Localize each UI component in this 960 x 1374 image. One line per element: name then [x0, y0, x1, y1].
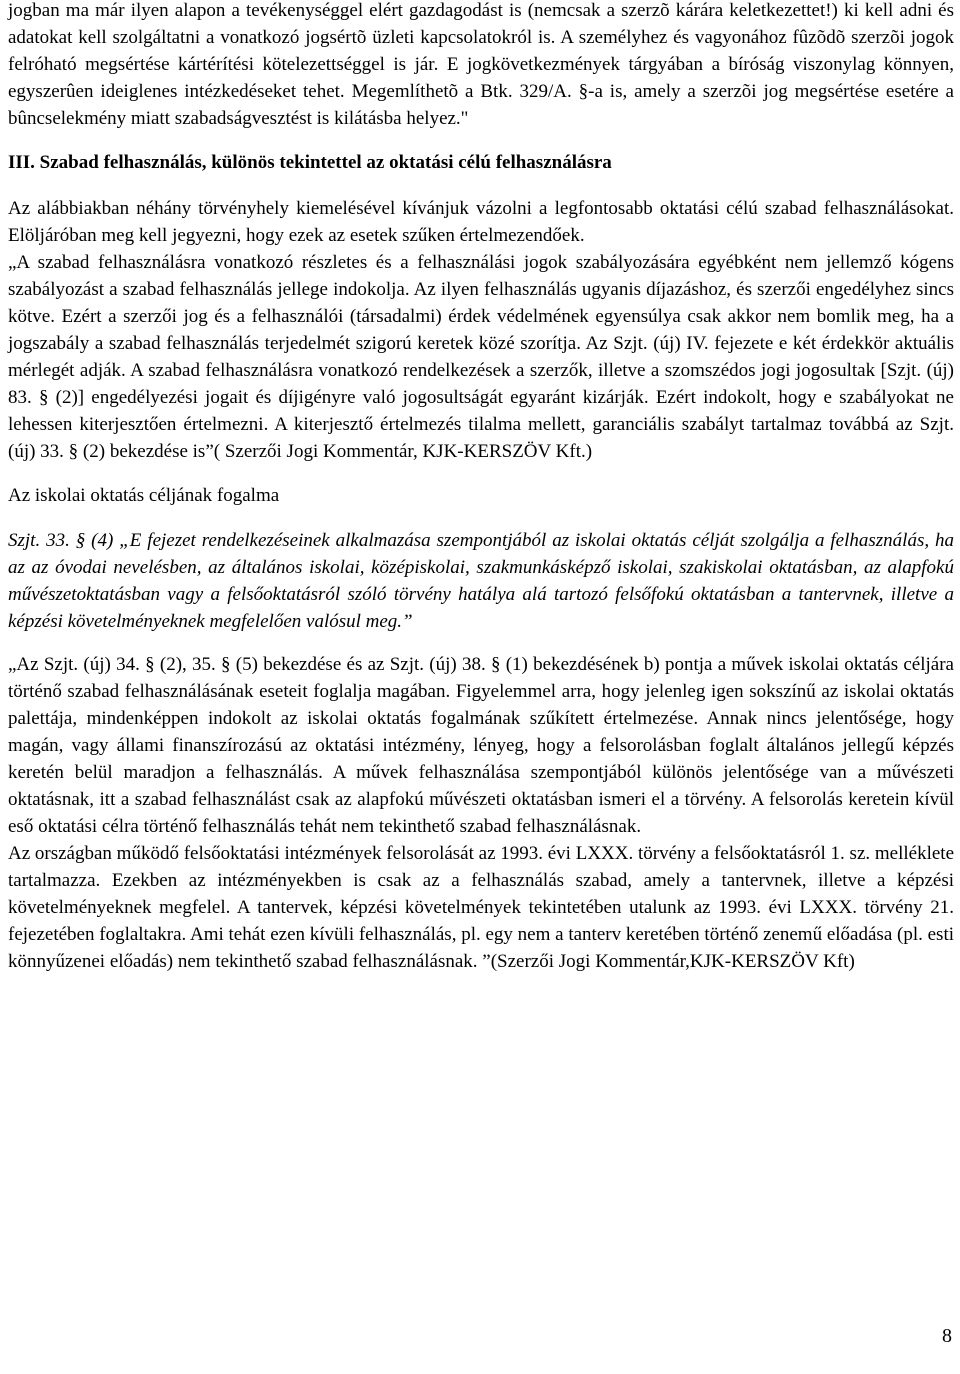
document-page — [8, 0, 954, 975]
paragraph-commentary-2: Az országban működő felsőoktatási intézmények felsorolását az 1993. évi LXXX. törvény a felsőoktatásról 1. sz. melléklete tartalmazza. Ezekben az intézményekben is csak az a felhasználás szabad, amely a tantervnek, illetve a képzési követelményeknek megfelel. A tantervek, képzési követelmények tekintetében utalunk az 1993. évi LXXX. törvény 21. fejezetében foglaltakra. Ami tehát ezen kívüli felhasználás, pl. egy nem a tanterv keretében történő zenemű előadása (pl. esti könnyűzenei előadás) nem tekinthető szabad felhasználásnak. ”(Szerzői Jogi Kommentár,KJK-KERSZÖV Kft) — [8, 843, 955, 972]
subheading: Az iskolai oktatás céljának fogalma — [8, 485, 280, 506]
paragraph-commentary-1: „Az Szjt. (új) 34. § (2), 35. § (5) bekezdése és az Szjt. (új) 38. § (1) bekezdésének b) pontja a művek iskolai oktatás céljára történő szabad felhasználásának eseteit foglalja magában. Figyelemmel arra, hogy jelenleg igen sokszínű az iskolai oktatás palettája, mindenképpen indokolt az iskolai oktatás fogalmának szűkített értelmezése. Annak nincs jelentősége, hogy magán, vagy állami finanszírozású az oktatási intézmény, lényeg, hogy a felsorolásban foglalt általános jellegű képzés keretén belül maradjon a felhasználás. A művek felhasználása szempontjából különös jelentősége van a művészeti oktatásnak, itt a szabad felhasználást csak az alapfokú művészeti oktatásban ismeri el a törvény. A felsorolás keretein kívül eső oktatási célra történő felhasználás tehát nem tekinthető szabad felhasználásnak. — [8, 654, 954, 837]
paragraph-overview: Az alábbiakban néhány törvényhely kiemelésével kívánjuk vázolni a legfontosabb oktatási célú szabad felhasználásokat. Elöljáróban meg kell jegyezni, hogy ezek az esetek szűken értelmezendőek. — [8, 198, 954, 246]
paragraph-statute-quote: Szjt. 33. § (4) „E fejezet rendelkezéseinek alkalmazása szempontjából az iskolai oktatás célját szolgálja a felhasználás, ha az az óvodai nevelésben, az általános iskolai, középiskolai, szakmunkásképző iskolai, szakiskolai oktatásban, az alapfokú művészetoktatásban vagy a felsőoktatásról szóló törvény hatálya alá tartozó felsőfokú oktatásban a tantervnek, illetve a képzési követelményeknek megfelelően valósul meg.” — [8, 530, 954, 632]
section-heading: III. Szabad felhasználás, különös tekintettel az oktatási célú felhasználásra — [8, 152, 612, 173]
paragraph-intro: jogban ma már ilyen alapon a tevékenységgel elért gazdagodást is (nemcsak a szerzõ kárára keletkezettet!) ki kell adni és adatokat kell szolgáltatni a vonatkozó jogsértõ üzleti kapcsolatokról is. A személyhez és vagyonához fûzõdõ szerzõi jogok felróható megsértése kártérítési kötelezettséggel is jár. E jogkövetkezmények tárgyában a bíróság viszonylag könnyen, egyszerûen ideiglenes intézkedéseket tehet. Megemlíthetõ a Btk. 329/A. §-a is, amely a szerzõi jog megsértése esetére a bûncselekmény miatt szabadságvesztést is kilátásba helyez." — [8, 0, 954, 129]
page-number: 8 — [942, 1325, 952, 1347]
paragraph-quote-commentary: „A szabad felhasználásra vonatkozó részletes és a felhasználási jogok szabályozására egyébként nem jellemző kógens szabályozást a szabad felhasználás jellege indokolja. Az ilyen felhasználás ugyanis díjazáshoz, és szerzői engedélyhez sincs kötve. Ezért a szerzői jog és a felhasználói (társadalmi) érdek védelmének egyensúlya csak akkor nem bomlik meg, ha a jogszabály a szabad felhasználás terjedelmét szigorú keretek közé szorítja. Az Szjt. (új) IV. fejezete e két érdekkör aktuális mérlegét adják. A szabad felhasználásra vonatkozó rendelkezések a szerzők, illetve a szomszédos jogi jogosultak [Szjt. (új) 83. § (2)] engedélyezési jogait és díjigényre való jogosultságát egyaránt kizárják. Ezért indokolt, hogy e szabályokat ne lehessen kiterjesztően értelmezni. A kiterjesztő értelmezés tilalma mellett, garanciális szabályt tartalmaz továbbá az Szjt. (új) 33. § (2) bekezdése is”( Szerzői Jogi Kommentár, KJK-KERSZÖV Kft.) — [8, 252, 954, 462]
